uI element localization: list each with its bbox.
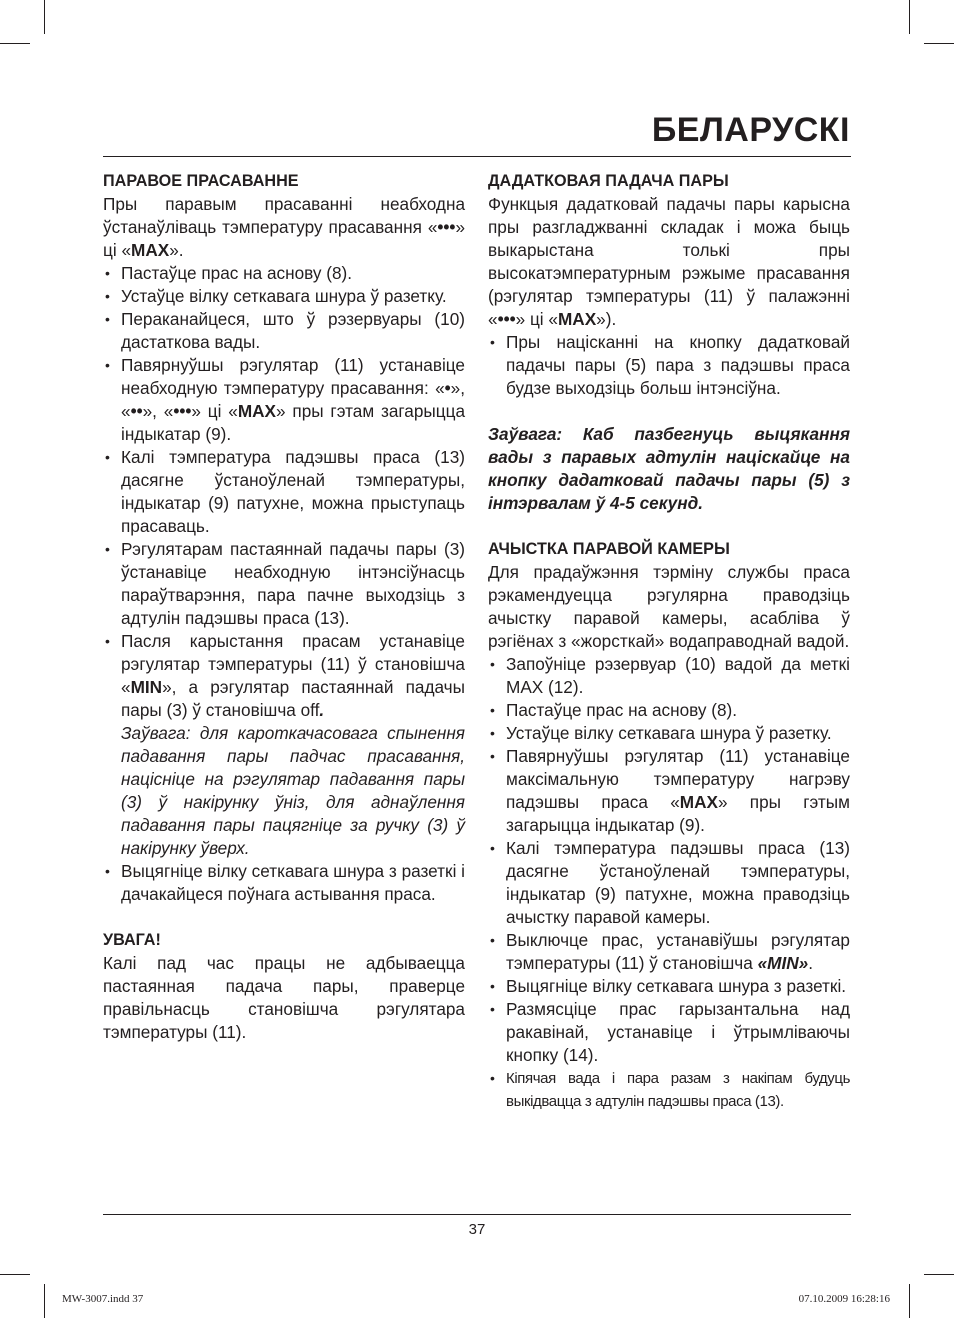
paragraph: Пры паравым прасаванні неабходна ўстанаўліваць тэмпературу прасавання «•••» ці «MAX». bbox=[103, 194, 465, 260]
list-item: • Калі тэмпература падэшвы праса (13) дасягне ўстаноўленай тэмпературы, індыкатар (9) патухне, можна прыступаць прасаваць. bbox=[103, 446, 465, 538]
list-item: • Пры націсканні на кнопку дадатковай падачы пары (5) пара з падэшвы праса будзе выходзіць больш інтэнсіўна. bbox=[488, 331, 850, 400]
crop-mark bbox=[44, 0, 45, 34]
list-item: • Рэгулятарам пастаяннай падачы пары (3) ўстанавіце неабходную інтэнсіўнасць параўтварэння, пара пачне выходзіць з адтулін падэшвы праса (13). bbox=[103, 538, 465, 630]
list-item: • Павярнуўшы рэгулятар (11) устанавіце максімальную тэмпературу нагрэву падэшвы праса «MAX» пры гэтым загарыцца індыкатар (9). bbox=[488, 745, 850, 837]
crop-mark bbox=[924, 1274, 954, 1275]
section-heading: ДАДАТКОВАЯ ПАДАЧА ПАРЫ bbox=[488, 172, 729, 190]
right-column bbox=[488, 170, 850, 1113]
list-item: • Выцягніце вілку сеткавага шнура з разеткі. bbox=[488, 975, 850, 998]
date-info: 07.10.2009 16:28:16 bbox=[798, 1293, 890, 1305]
crop-mark bbox=[924, 43, 954, 44]
list-item: • Размясціце прас гарызантальна над ракавінай, устанавіце і ўтрымліваючы кнопку (14). bbox=[488, 998, 850, 1067]
list-item: • Выцягніце вілку сеткавага шнура з разеткі і дачакайцеся поўнага астывання праса. bbox=[103, 860, 465, 906]
list-item: • Устаўце вілку сеткавага шнура ў разетку. bbox=[103, 285, 465, 308]
page-title: БЕЛАРУСКІ bbox=[651, 111, 850, 149]
list-item: • Калі тэмпература падэшвы праса (13) дасягне ўстаноўленай тэмпературы, індыкатар (9) патухне, можна праводзіць ачыстку паравой камеры. bbox=[488, 837, 850, 929]
footer-rule bbox=[103, 1214, 851, 1215]
list-item: • Пастаўце прас на аснову (8). bbox=[103, 262, 465, 285]
list-item: • Устаўце вілку сеткавага шнура ў разетку. bbox=[488, 722, 850, 745]
list-item: • Кіпячая вада і пара разам з накіпам будуць выкідвацца з адтулін падэшвы праса (13). bbox=[488, 1067, 850, 1113]
list-item: • Выключце прас, устанавіўшы рэгулятар тэмпературы (11) ў становішча «MIN». bbox=[488, 929, 850, 975]
paragraph: Калі пад час працы не адбываецца пастаянная падача пары, праверце правільнасць становішча рэгулятара тэмпературы (11). bbox=[103, 953, 465, 1042]
section-heading: АЧЫСТКА ПАРАВОЙ КАМЕРЫ bbox=[488, 540, 730, 558]
crop-mark bbox=[44, 1284, 45, 1318]
list-item: • Пастаўце прас на аснову (8). bbox=[488, 699, 850, 722]
list-item: • Пераканайцеся, што ў рэзервуары (10) дастаткова вады. bbox=[103, 308, 465, 354]
note: Заўвага: для кароткачасовага спынення падавання пары падчас прасавання, націсніце на рэгулятар падавання пары (3) ў накірунку ўніз, для аднаўлення падавання пары пацягніце за ручку (3) ў накірунку ўверх. bbox=[121, 723, 465, 858]
section-heading: УВАГА! bbox=[103, 931, 161, 949]
crop-mark bbox=[0, 1274, 30, 1275]
crop-mark bbox=[909, 1284, 910, 1318]
list-item: • Павярнуўшы рэгулятар (11) устанавіце неабходную тэмпературу прасавання: «•», «••», «•••» ці «MAX» пры гэтам загарыцца індыкатар (9). bbox=[103, 354, 465, 446]
section-heading: ПАРАВОЕ ПРАСАВАННЕ bbox=[103, 172, 299, 190]
left-column bbox=[103, 170, 465, 1044]
file-info: MW-3007.indd 37 bbox=[62, 1293, 144, 1305]
page-number: 37 bbox=[468, 1221, 486, 1238]
list-item: • Пасля карыстання прасам устанавіце рэгулятар тэмпературы (11) ў становішча «MIN», а рэгулятар пастаяннай падачы пары (3) ў становішча off. bbox=[103, 630, 465, 722]
crop-mark bbox=[0, 43, 30, 44]
warning-note: Заўвага: Каб пазбегнуць выцякання вады з паравых адтулін націскайце на кнопку дадатковай падачы пары (5) з інтэрвалам ў 4-5 секунд. bbox=[488, 424, 850, 513]
header-rule bbox=[103, 156, 851, 157]
crop-mark bbox=[909, 0, 910, 34]
list-item: • Запоўніце рэзервуар (10) вадой да меткі MAX (12). bbox=[488, 653, 850, 699]
paragraph: Функцыя дадатковай падачы пары карысна пры разгладжванні складак і можа быць выкарыстана толькі пры высокатэмпературным рэжыме прасавання (рэгулятар тэмпературы (11) ў палажэнні «•••» ці «MAX»). bbox=[488, 194, 850, 329]
paragraph: Для прадаўжэння тэрміну службы праса рэкамендуецца рэгулярна праводзіць ачыстку паравой камеры, асабліва ў рэгіёнах з «жорсткай» водаправоднай вадой. bbox=[488, 562, 850, 651]
